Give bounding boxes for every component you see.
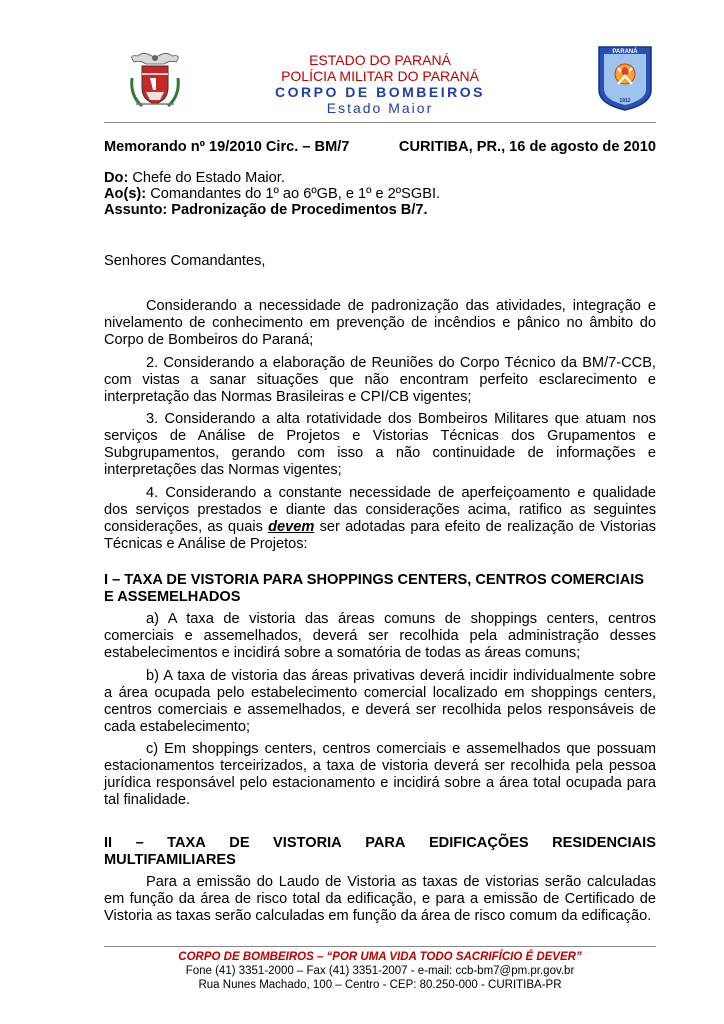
footer-contact: Fone (41) 3351-2000 – Fax (41) 3351-2007 - e-mail: ccb-bm7@pm.pr.gov.br <box>185 965 575 977</box>
section-1-title: I – TAXA DE VISTORIA PARA SHOPPINGS CENTERS, CENTROS COMERCIAIS E ASSEMELHADOS <box>104 572 645 605</box>
title-word: TAXA <box>167 835 206 851</box>
crest-label: PARANÁ <box>612 49 638 55</box>
section-2-title-line1 <box>104 835 656 852</box>
title-word: PARA <box>365 835 406 851</box>
fire-corps-name: CORPO DE BOMBEIROS <box>275 84 485 100</box>
greeting: Senhores Comandantes, <box>104 253 266 269</box>
police-name: POLÍCIA MILITAR DO PARANÁ <box>281 68 479 84</box>
section-1-item-a: a) A taxa de vistoria das áreas comuns de shoppings centers, centros comerciais e assemelhados, deverá ser recolhida pela administração desses estabelecimentos e incidirá sobre a somatória de todas as áreas comuns; <box>104 611 656 661</box>
section-1-item-c: c) Em shoppings centers, centros comerciais e assemelhados que possuam estacionamentos terceirizados, a taxa de vistoria deverá ser recolhida pela pessoa jurídica responsável pelo estacionamento e incidirá sobre a área total ocupada para tal finalidade. <box>104 741 656 808</box>
title-word: VISTORIA <box>273 835 342 851</box>
title-word: DE <box>229 835 250 851</box>
paragraph-4 <box>104 485 656 553</box>
paragraph-4-text-a: 4. Considerando a constante necessidade de aperfeiçoamento e qualidade dos serviços prestados e diante das considerações acima, ratifico as seguintes considerações, as quais <box>104 485 656 535</box>
paragraph-3-text: 3. Considerando a alta rotatividade dos Bombeiros Militares que atuam nos serviços de Análise de Projetos e Vistorias Técnicas dos Grupamentos e Subgrupamentos, gerando com isso a não continuidade de informações e interpretações das Normas vigentes; <box>104 411 656 478</box>
footer-address: Rua Nunes Machado, 100 – Centro - CEP: 80.250-000 - CURITIBA-PR <box>198 979 562 991</box>
paragraph-4-emphasis: devem <box>268 519 315 535</box>
letterhead <box>190 52 570 116</box>
footer-divider <box>104 946 656 947</box>
crest-year: 1912 <box>619 98 631 104</box>
parana-coat-of-arms-icon <box>126 48 184 110</box>
state-name: ESTADO DO PARANÁ <box>309 52 451 68</box>
section-2-title <box>104 835 656 869</box>
section-2-title-line2: MULTIFAMILIARES <box>104 852 236 868</box>
footer-motto: CORPO DE BOMBEIROS – “POR UMA VIDA TODO SACRIFÍCIO É DEVER” <box>178 951 582 963</box>
title-word: EDIFICAÇÕES <box>428 835 529 851</box>
paragraph-1: Considerando a necessidade de padronização das atividades, integração e nivelamento de conhecimento em prevenção de incêndios e pânico no âmbito do Corpo de Bombeiros do Paraná; <box>104 298 656 348</box>
fire-corps-shield-icon <box>596 44 654 112</box>
section-2-text: Para a emissão do Laudo de Vistoria as taxas de vistorias serão calculadas em função da área de risco total da edificação, e para a emissão de Certificado de Vistoria as taxas serão calculadas em função da área de risco comum da edificação. <box>104 874 656 924</box>
paragraph-3 <box>104 411 656 479</box>
paragraph-4-text-b: ser adotadas para efeito de realização de Vistorias Técnicas e Análise de Projetos: <box>104 519 656 552</box>
paragraph-2: 2. Considerando a elaboração de Reuniões do Corpo Técnico da BM/7-CCB, com vistas a sanar situações que não encontram perfeito esclarecimento e interpretação das Normas Brasileiras e CPI/CB vigentes; <box>104 355 656 405</box>
memo-place-date: CURITIBA, PR., 16 de agosto de 2010 <box>398 139 656 155</box>
department-name: Estado Maior <box>326 100 434 116</box>
title-word: II <box>104 835 113 851</box>
memo-number: Memorando nº 19/2010 Circ. – BM/7 <box>104 139 350 155</box>
title-word: – <box>135 835 144 851</box>
to-value: Comandantes do 1º ao 6ºGB, e 1º e 2ºSGBI. <box>146 186 441 202</box>
title-word: RESIDENCIAIS <box>552 835 656 851</box>
from-value: Chefe do Estado Maior. <box>128 170 285 186</box>
memo-to <box>104 186 656 203</box>
memo-from <box>104 170 656 187</box>
memo-subject: Assunto: Padronização de Procedimentos B/7. <box>104 202 428 218</box>
section-1-item-b: b) A taxa de vistoria das áreas privativas deverá incidir individualmente sobre a área ocupada pelo estabelecimento comercial localizado em shoppings centers, centros comerciais e assemelhados, e deverá ser recolhida pelos responsáveis de cada estabelecimento; <box>104 668 656 735</box>
from-label: Do: <box>104 170 129 186</box>
header-divider <box>104 122 656 123</box>
to-label: Ao(s): <box>104 186 147 202</box>
